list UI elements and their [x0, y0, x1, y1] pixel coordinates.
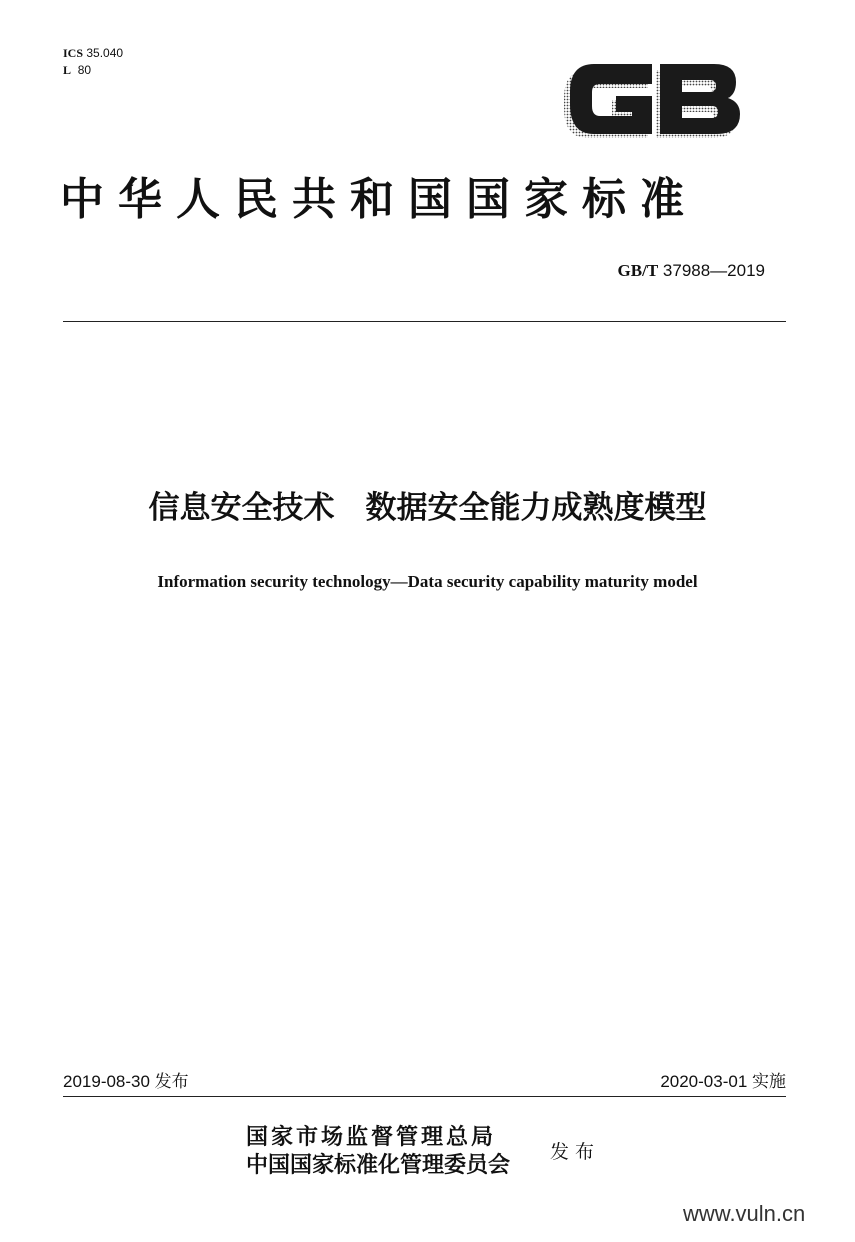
ccs-label: L — [63, 63, 72, 77]
publish-date: 2019-08-30 发布 — [63, 1072, 189, 1091]
standard-number — [560, 260, 765, 282]
gb-logo — [560, 56, 740, 148]
title-english: Information security technology—Data security capability maturity model — [157, 572, 698, 591]
ccs-line — [63, 62, 123, 79]
national-standard-title: 中华人民共和国国家标准 — [60, 174, 698, 225]
issue-label: 发布 — [550, 1141, 601, 1163]
issuer-sac: 中国国家标准化管理委员会 — [246, 1152, 511, 1178]
title-chinese: 信息安全技术 数据安全能力成熟度模型 — [148, 490, 707, 526]
gb-logo-text: GB — [560, 56, 562, 57]
watermark: www.vuln.cn — [683, 1201, 806, 1226]
issuer-samr: 国家市场监督管理总局 — [246, 1124, 497, 1150]
implement-date: 2020-03-01 实施 — [660, 1072, 786, 1091]
classification-codes — [63, 45, 123, 79]
ics-label: ICS — [63, 46, 84, 60]
standard-number-value: 37988—2019 — [662, 261, 765, 280]
standard-number-prefix: GB/T — [617, 261, 659, 280]
ics-line — [63, 45, 123, 62]
ccs-code: 80 — [77, 63, 92, 77]
footer-divider — [63, 1096, 786, 1097]
ics-code: 35.040 — [86, 46, 124, 60]
header-divider — [63, 321, 786, 322]
